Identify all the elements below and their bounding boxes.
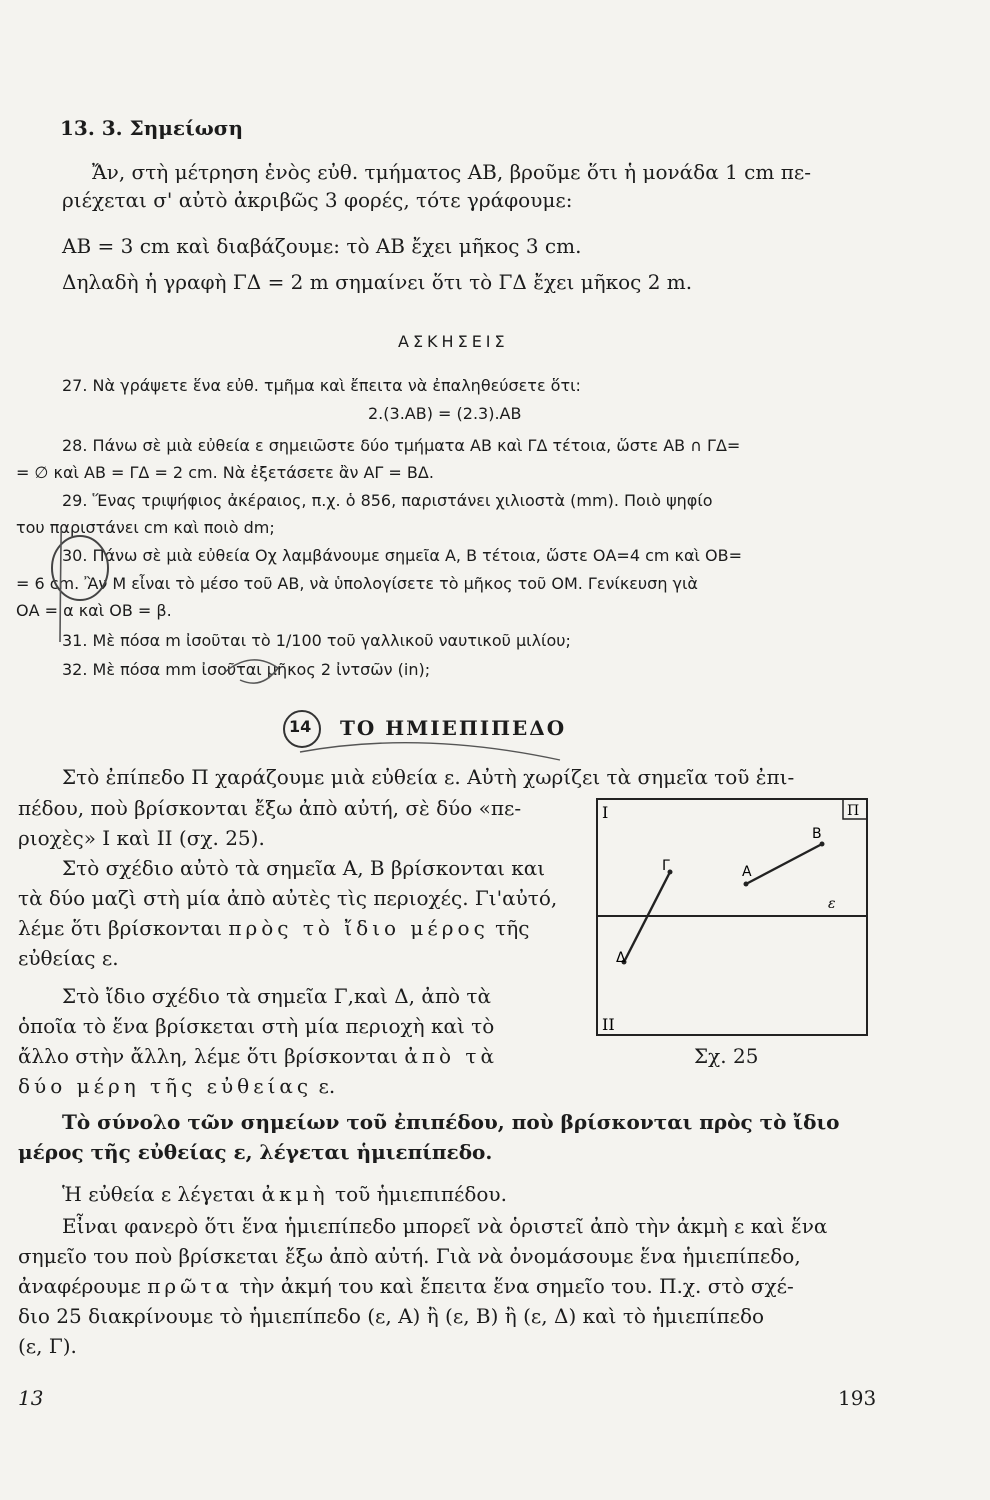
definition-line: μέρος τῆς εὐθείας ε, λέγεται ἡμιεπίπεδο. <box>18 1140 493 1164</box>
exercise-31: 31. Μὲ πόσα m ἰσοῦται τὸ 1/100 τοῦ γαλλικοῦ ναυτικοῦ μιλίου; <box>62 631 571 650</box>
formula-line: ΑΒ = 3 cm καὶ διαβάζουμε: τὸ ΑΒ ἔχει μῆκος 3 cm. <box>62 234 582 258</box>
section-heading: 13. 3. Σημείωση <box>60 116 244 140</box>
text-run: ἄλλο στὴν ἄλλη, λέμε ὅτι βρίσκονται <box>18 1044 399 1068</box>
text-run: Ἡ εὐθεία ε λέγεται <box>62 1182 256 1206</box>
exercises-title: ΑΣΚΗΣΕΙΣ <box>398 332 509 351</box>
text-run: ε. <box>318 1074 336 1098</box>
paragraph-line: ὁποῖα τὸ ἕνα βρίσκεται στὴ μία περιοχὴ καὶ τὸ <box>18 1014 495 1038</box>
exercise-27: 27. Νὰ γράψετε ἕνα εὐθ. τμῆμα καὶ ἔπειτα νὰ ἐπαληθεύσετε ὅτι: <box>62 376 581 395</box>
exercise-32: 32. Μὲ πόσα mm ἰσοῦται μῆκος 2 ἰντσῶν (in); <box>62 660 431 679</box>
exercise-29: 29. Ἕνας τριψήφιος ἀκέραιος, π.χ. ὁ 856, παριστάνει χιλιοστὰ (mm). Ποιὸ ψηφίο <box>62 491 713 510</box>
section-number: 14 <box>289 717 312 736</box>
point-g-label: Γ <box>662 858 670 874</box>
paragraph-line: διο 25 διακρίνουμε τὸ ἡμιεπίπεδο (ε, Α) ἢ (ε, Β) ἢ (ε, Δ) καὶ τὸ ἡμιεπίπεδο <box>18 1304 765 1328</box>
exercise-29-cont: του παριστάνει cm καὶ ποιὸ dm; <box>16 518 275 537</box>
paragraph-line: σημεῖο του ποὺ βρίσκεται ἔξω ἀπὸ αὐτή. Γιὰ νὰ ὀνομάσουμε ἕνα ἡμιεπίπεδο, <box>18 1244 801 1268</box>
segment-ab <box>746 844 822 884</box>
paragraph-line: πέδου, ποὺ βρίσκονται ἔξω ἀπὸ αὐτή, σὲ δύο «πε- <box>18 796 522 820</box>
paragraph-line <box>18 1044 498 1068</box>
paragraph-line: εὐθείας ε. <box>18 946 119 970</box>
paragraph-line <box>18 1074 335 1098</box>
emphasis-text: ἀπὸ τὰ <box>404 1044 498 1068</box>
line-e-label: ε <box>828 896 836 912</box>
page-number: 193 <box>838 1386 877 1410</box>
point-b-dot <box>820 842 825 847</box>
chapter-folio: 13 <box>18 1386 44 1410</box>
paragraph-line: Στὸ σχέδιο αὐτὸ τὰ σημεῖα Α, Β βρίσκονται και <box>62 856 546 880</box>
text-run: τῆς <box>495 916 530 940</box>
emphasis-text: πρὸς τὸ ἴδιο μέρος <box>228 916 489 940</box>
paragraph-line <box>18 916 529 940</box>
emphasis-text: δύο μέρη τῆς εὐθείας <box>18 1074 313 1098</box>
point-b-label: Β <box>812 826 822 842</box>
text-run: τὴν ἀκμή του καὶ ἔπειτα ἕνα σημεῖο του. Π.χ. στὸ σχέ- <box>239 1274 794 1298</box>
plane-label: Π <box>847 803 860 819</box>
paragraph-line: Δηλαδὴ ἡ γραφὴ ΓΔ = 2 m σημαίνει ὅτι τὸ ΓΔ ἔχει μῆκος 2 m. <box>62 270 693 294</box>
paragraph-line: ριοχὲς» Ι καὶ ΙΙ (σχ. 25). <box>18 826 265 850</box>
point-a-dot <box>744 882 749 887</box>
paragraph-line: τὰ δύο μαζὶ στὴ μία ἀπὸ αὐτὲς τὶς περιοχές. Γι'αὐτό, <box>18 886 558 910</box>
exercise-28-cont: = ∅ καὶ ΑΒ = ΓΔ = 2 cm. Νὰ ἐξετάσετε ἂν ΑΓ = ΒΔ. <box>16 463 434 482</box>
paragraph-line <box>18 1274 794 1298</box>
figure-caption: Σχ. 25 <box>694 1044 759 1068</box>
text-run: ἀναφέρουμε <box>18 1274 141 1298</box>
paragraph-line: Εἶναι φανερὸ ὅτι ἕνα ἡμιεπίπεδο μπορεῖ νὰ ὁριστεῖ ἀπὸ τὴν ἀκμὴ ε καὶ ἕνα <box>62 1214 828 1238</box>
exercise-27-formula: 2.(3.ΑΒ) = (2.3).ΑΒ <box>368 404 522 423</box>
paragraph-line: Ἄν, στὴ μέτρηση ἑνὸς εὐθ. τμήματος ΑΒ, βροῦμε ὅτι ἡ μονάδα 1 cm πε- <box>92 160 811 184</box>
exercise-30-cont: ΟΑ = α καὶ ΟΒ = β. <box>16 601 172 620</box>
text-run: τοῦ ἡμιεπιπέδου. <box>335 1182 507 1206</box>
emphasis-text: ἀκμὴ <box>261 1182 329 1206</box>
region-1-label: Ι <box>602 803 609 822</box>
paragraph-line: ριέχεται σ' αὐτὸ ἀκριβῶς 3 φορές, τότε γράφουμε: <box>62 188 573 212</box>
paragraph-line: (ε, Γ). <box>18 1334 77 1358</box>
exercise-30: 30. Πάνω σὲ μιὰ εὐθεία Οχ λαμβάνουμε σημεῖα Α, Β τέτοια, ὥστε ΟΑ=4 cm καὶ ΟΒ= <box>62 546 743 565</box>
figure-25 <box>596 798 868 1036</box>
emphasis-text: πρῶτα <box>147 1274 233 1298</box>
text-run: λέμε ὅτι βρίσκονται <box>18 916 222 940</box>
exercise-30-cont: = 6 cm. Ἂν Μ εἶναι τὸ μέσο τοῦ ΑΒ, νὰ ὑπολογίσετε τὸ μῆκος τοῦ ΟΜ. Γενίκευση γιὰ <box>16 574 698 593</box>
region-2-label: ΙΙ <box>602 1015 615 1034</box>
definition-line: Τὸ σύνολο τῶν σημείων τοῦ ἐπιπέδου, ποὺ βρίσκονται πρὸς τὸ ἴδιο <box>62 1110 840 1134</box>
section-title: ΤΟ ΗΜΙΕΠΙΠΕΔΟ <box>340 716 567 740</box>
point-d-label: Δ <box>616 950 626 966</box>
exercise-28: 28. Πάνω σὲ μιὰ εὐθεία ε σημειῶστε δύο τμήματα ΑΒ καὶ ΓΔ τέτοια, ὥστε ΑΒ ∩ ΓΔ= <box>62 436 741 455</box>
paragraph-line: Στὸ ἐπίπεδο Π χαράζουμε μιὰ εὐθεία ε. Αὐτὴ χωρίζει τὰ σημεῖα τοῦ ἐπι- <box>62 765 795 789</box>
paragraph-line <box>62 1182 507 1206</box>
point-a-label: Α <box>742 864 752 880</box>
paragraph-line: Στὸ ἴδιο σχέδιο τὰ σημεῖα Γ,καὶ Δ, ἀπὸ τὰ <box>62 984 491 1008</box>
